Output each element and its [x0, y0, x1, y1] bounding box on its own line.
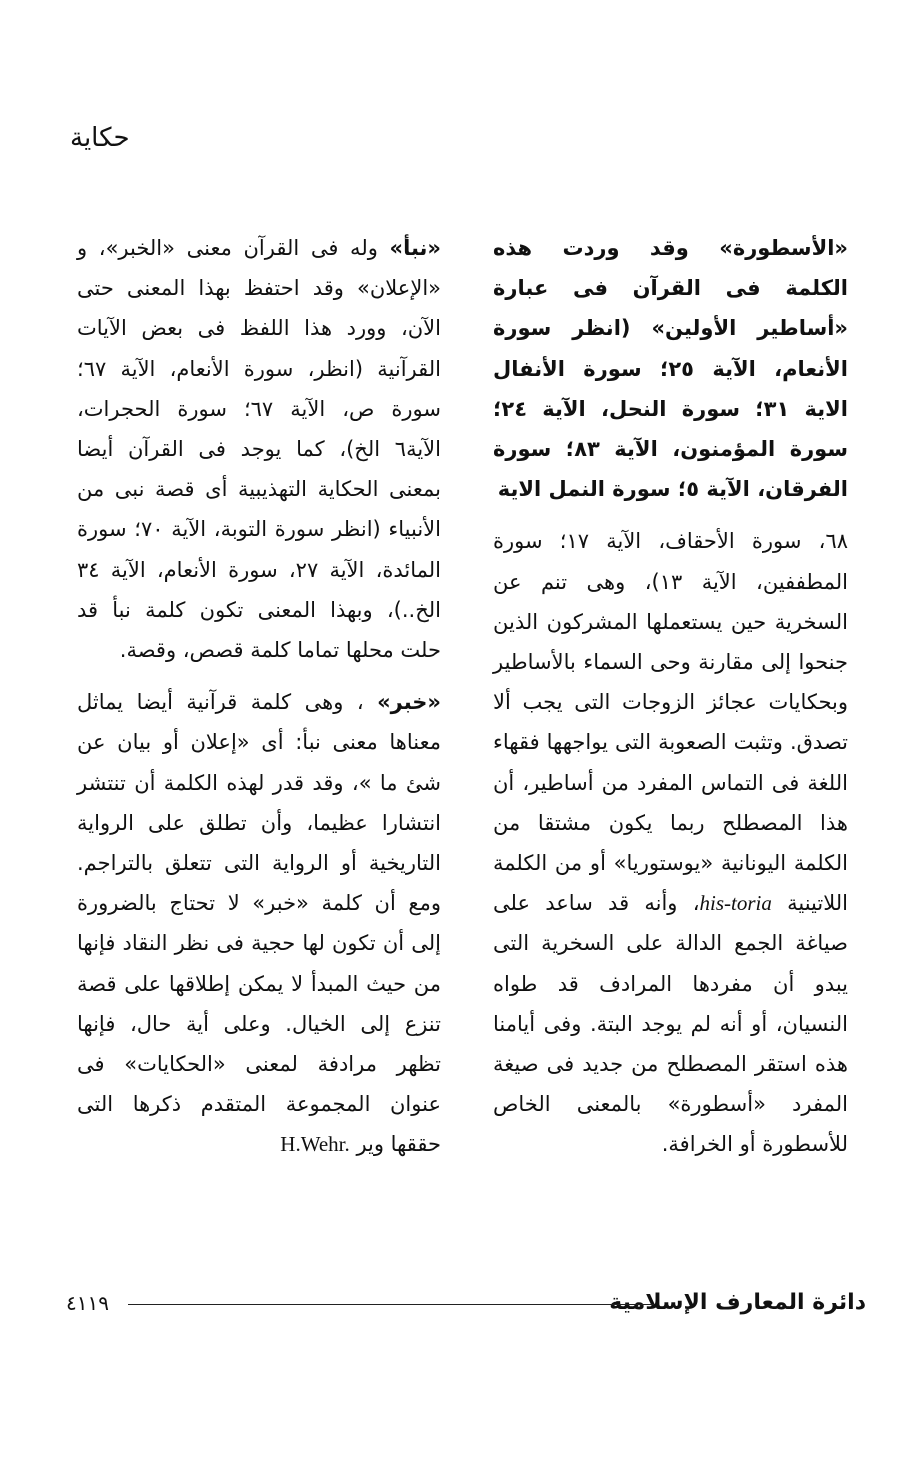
paragraph-usturah-continued	[493, 521, 848, 1164]
article-column-right	[493, 228, 848, 1165]
paragraph-text: ، وأنه قد ساعد على صياغة الجمع الدالة على السخرية التى يبدو أن مفردها المرادف قد طواه النسيان، أو أنه لم يوجد البتة. وفى أيامنا هذه استقر المصطلح من جديد فى صيغة المفرد «أسطورة» بالمعنى الخاص للأسطورة أو الخرافة.	[493, 891, 848, 1157]
latin-term: his-toria	[699, 891, 772, 916]
page-number: ٤١١٩	[66, 1291, 109, 1315]
paragraph-khabar	[77, 682, 441, 1164]
footer-publication-title: دائرة المعارف الإسلامية	[609, 1290, 866, 1315]
article-column-left	[77, 228, 441, 1165]
paragraph-text: وله فى القرآن معنى «الخبر»، و «الإعلان» وقد احتفظ بهذا المعنى حتى الآن، وورد هذا اللفظ فى بعض الآيات القرآنية (انظر، سورة الأنعام، الآية ٦٧؛ سورة ص، الآية ٦٧؛ سورة الحجرات، الآية٦ الخ)، كما يوجد فى القرآن أيضا بمعنى الحكاية التهذيبية أى قصة نبى من الأنبياء (انظر سورة التوبة، الآية ٧٠؛ سورة المائدة، الآية ٢٧، سورة الأنعام، الآية ٣٤ الخ..)، وبهذا المعنى تكون كلمة نبأ قد حلت محلها تماما كلمة قصص، وقصة.	[77, 236, 441, 663]
paragraph-text: ، وهى كلمة قرآنية أيضا يماثل معناها معنى نبأ: أى «إعلان أو بيان عن شئ ما »، وقد قدر لهذه الكلمة أن تنتشر انتشارا عظيما، وأن تطلق على الرواية التاريخية أو الرواية التى تتعلق بالتراجم. ومع أن كلمة «خبر» لا تحتاج بالضرورة إلى أن تكون لها حجية فى نظر النقاد فإنها من حيث المبدأ لا يمكن إطلاقها على قصة تنزع إلى الخيال. وعلى أية حال، فإنها تظهر مرادفة لمعنى «الحكايات» فى عنوان المجموعة المتقدم ذكرها التى حققها وير	[77, 690, 441, 1157]
paragraph-usturah-text: «الأسطورة» وقد وردت هذه الكلمة فى القرآن فى عبارة «أساطير الأولين» (انظر سورة الأنعام، الآية ٢٥؛ سورة الأنفال الاية ٣١؛ سورة النحل، الآية ٢٤؛ سورة المؤمنون، الآية ٨٣؛ سورة الفرقان، الآية ٥؛ سورة النمل الاية	[493, 236, 848, 502]
term-naba: «نبأ»	[389, 236, 441, 260]
author-name: H.Wehr.	[280, 1132, 350, 1157]
paragraph-naba	[77, 228, 441, 670]
paragraph-text: ٦٨، سورة الأحقاف، الآية ١٧؛ سورة المطففين، الآية ١٣)، وهى تنم عن السخرية حين يستعملها المشركون الذين جنحوا إلى مقارنة وحى السماء بالأساطير وبحكايات عجائز الزوجات التى يجب ألا تصدق. وتثبت الصعوبة التى يواجهها فقهاء اللغة فى التماس المفرد من أساطير، أن هذا المصطلح ربما يكون مشتقا من الكلمة اليونانية «يوستوريا» أو من الكلمة اللاتينية	[493, 529, 848, 916]
term-khabar: «خبر»	[377, 690, 441, 715]
page-title: حكاية	[70, 123, 130, 153]
page-footer	[66, 1283, 866, 1323]
footer-divider	[128, 1304, 654, 1305]
paragraph-usturah	[493, 228, 848, 509]
